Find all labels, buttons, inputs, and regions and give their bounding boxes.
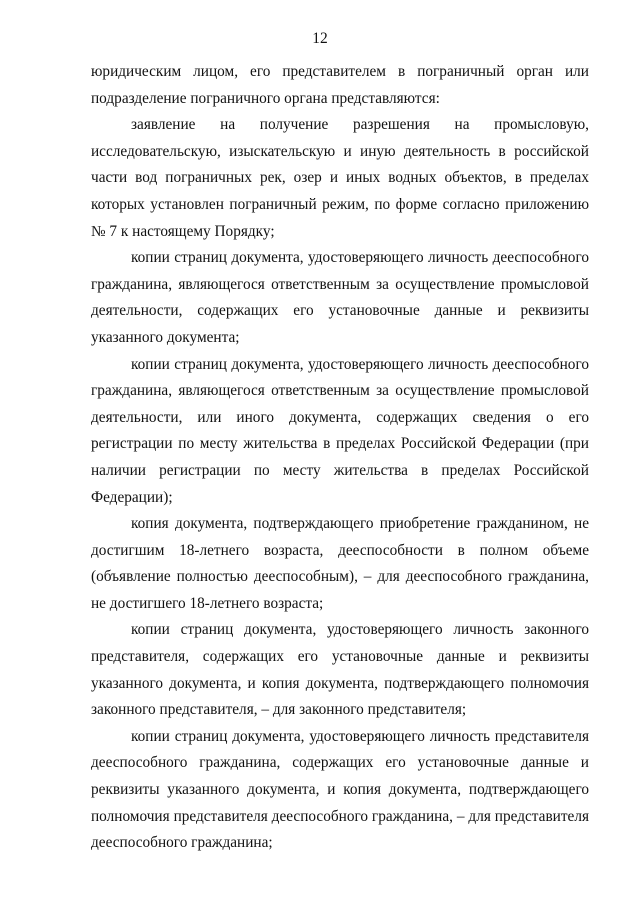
paragraph-representative: копии страниц документа, удостоверяющего личность представителя дееспособного гражданина, содержащих его установочные данные и реквизиты указанного документа, и копия документа, подтверждающего полномочия представителя дееспособного гражданина, – для представителя дееспособного гражданина; bbox=[91, 727, 589, 852]
paragraph-intro: юридическим лицом, его представителем в пограничный орган или подразделение пограничного органа представляются: bbox=[91, 63, 589, 107]
document-body bbox=[91, 59, 589, 857]
page-number: 12 bbox=[312, 30, 328, 47]
paragraph-identity-copies: копии страниц документа, удостоверяющего личность дееспособного гражданина, являющегося ответственным за осуществление промысловой деятельности, содержащих его установочные данные и реквизиты указанного документа; bbox=[91, 249, 589, 346]
paragraph-registration-copies: копии страниц документа, удостоверяющего личность дееспособного гражданина, являющегося ответственным за осуществление промысловой деятельности, или иного документа, содержащих сведения о его регистрации по месту жительства в пределах Российской Федерации (при наличии регистрации по месту жительства в пределах Российской Федерации); bbox=[91, 355, 589, 506]
paragraph-legal-representative: копии страниц документа, удостоверяющего личность законного представителя, содержащих его установочные данные и реквизиты указанного документа, и копия документа, подтверждающего полномочия законного представителя, – для законного представителя; bbox=[91, 621, 589, 719]
paragraph-emancipation-document: копия документа, подтверждающего приобретение гражданином, не достигшим 18-летнего возраста, дееспособности в полном объеме (объявление полностью дееспособным), – для дееспособного гражданина, не достигшего 18-летнего возраста; bbox=[91, 515, 589, 612]
paragraph-application: заявление на получение разрешения на промысловую, исследовательскую, изыскательскую и иную деятельность в российской части вод пограничных рек, озер и иных водных объектов, в пределах которых установлен пограничный режим, по форме согласно приложению № 7 к настоящему Порядку; bbox=[91, 116, 589, 240]
